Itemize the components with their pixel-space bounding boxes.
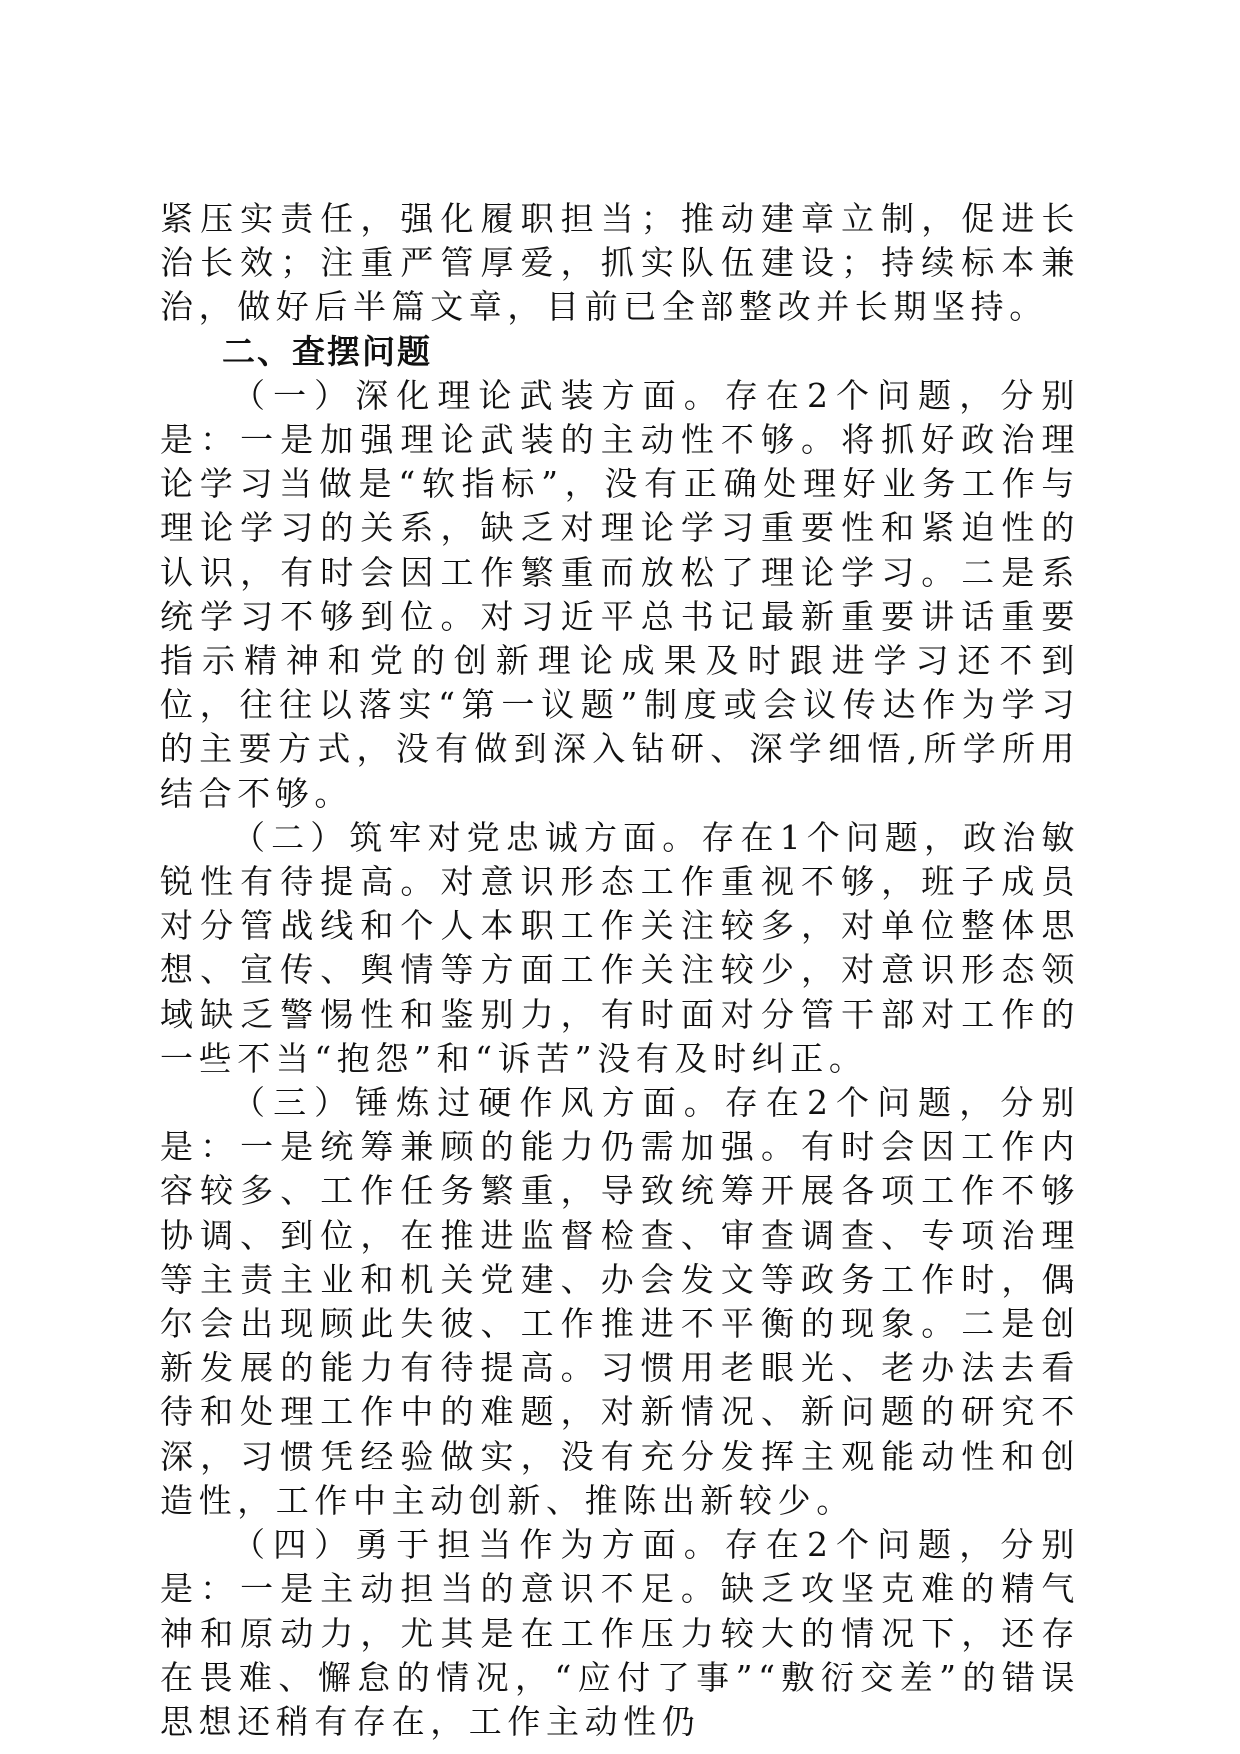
paragraph-loyalty: （二）筑牢对党忠诚方面。存在1个问题，政治敏锐性有待提高。对意识形态工作重视不够，班子成员对分管战线和个人本职工作关注较多，对单位整体思想、宣传、舆情等方面工作关注较少，对意识形态领域缺乏警惕性和鉴别力，有时面对分管干部对工作的一些不当“抱怨”和“诉苦”没有及时纠正。 — [160, 817, 1080, 1078]
paragraph-style: （三）锤炼过硬作风方面。存在2个问题，分别是：一是统筹兼顾的能力仍需加强。有时会因工作内容较多、工作任务繁重，导致统筹开展各项工作不够协调、到位，在推进监督检查、审查调查、专项治理等主责主业和机关党建、办会发文等政务工作时，偶尔会出现顾此失彼、工作推进不平衡的现象。二是创新发展的能力有待提高。习惯用老眼光、老办法去看待和处理工作中的难题，对新情况、新问题的研究不深，习惯凭经验做实，没有充分发挥主观能动性和创造性，工作中主动创新、推陈出新较少。 — [160, 1083, 1080, 1520]
paragraph-theory: （一）深化理论武装方面。存在2个问题，分别是：一是加强理论武装的主动性不够。将抓好政治理论学习当做是“软指标”，没有正确处理好业务工作与理论学习的关系，缺乏对理论学习重要性和紧迫性的认识，有时会因工作繁重而放松了理论学习。二是系统学习不够到位。对习近平总书记最新重要讲话重要指示精神和党的创新理论成果及时跟进学习还不到位，往往以落实“第一议题”制度或会议传达作为学习的主要方式，没有做到深入钻研、深学细悟,所学所用结合不够。 — [160, 375, 1080, 813]
section-heading: 二、查摆问题 — [222, 331, 432, 371]
paragraph-continued: 紧压实责任，强化履职担当；推动建章立制，促进长治长效；注重严管厚爱，抓实队伍建设；持续标本兼治，做好后半篇文章，目前已全部整改并长期坚持。 — [160, 199, 1080, 327]
document-page — [160, 197, 1080, 1744]
paragraph-responsibility: （四）勇于担当作为方面。存在2个问题，分别是：一是主动担当的意识不足。缺乏攻坚克难的精气神和原动力，尤其是在工作压力较大的情况下，还存在畏难、懈怠的情况，“应付了事”“敷衍交差”的错误思想还稍有存在，工作主动性仍 — [160, 1525, 1080, 1741]
